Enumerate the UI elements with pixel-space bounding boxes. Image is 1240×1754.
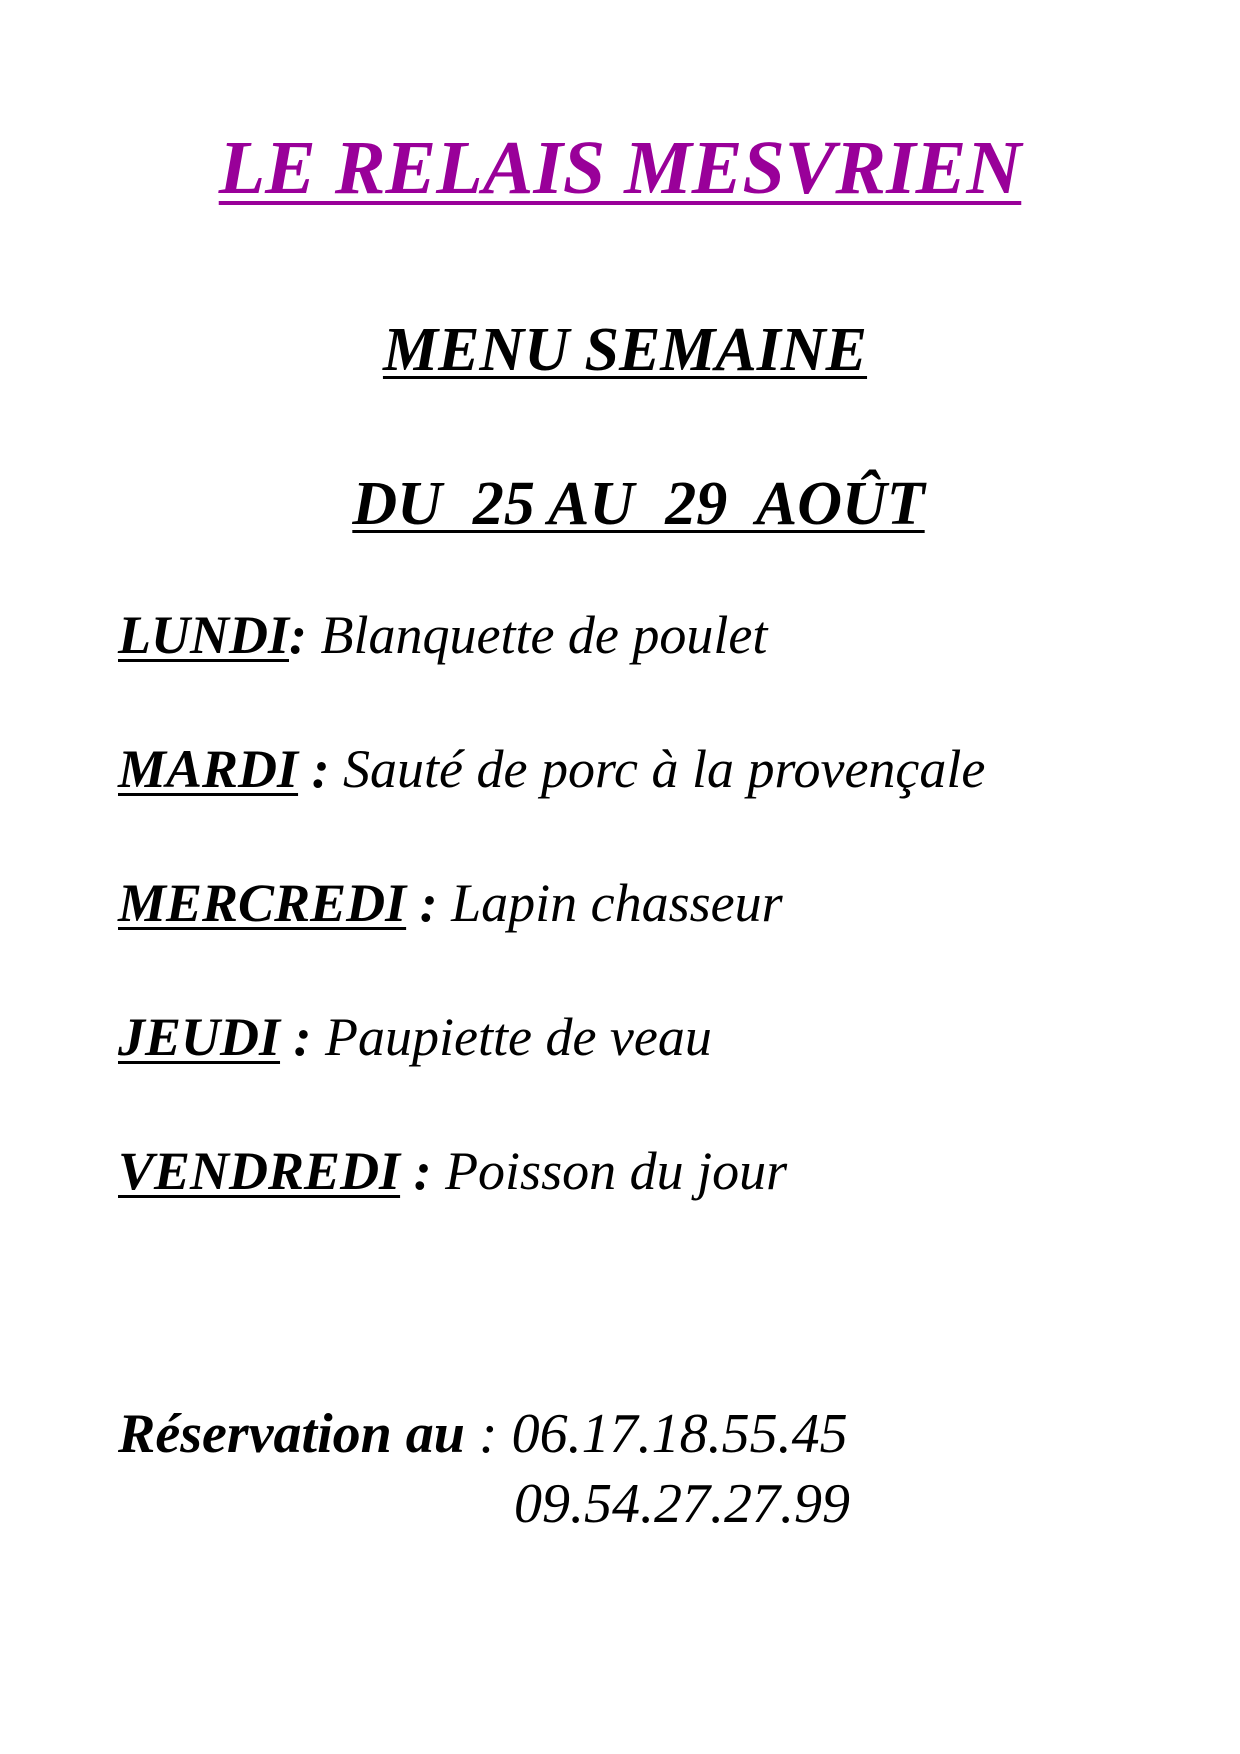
day-separator: : — [400, 1141, 432, 1201]
menu-item-jeudi — [118, 1000, 985, 1134]
dish-name: Blanquette de poulet — [306, 605, 768, 665]
reservation-separator: : — [464, 1403, 512, 1465]
day-label: JEUDI — [118, 1007, 281, 1067]
reservation-line — [118, 1400, 848, 1468]
day-separator: : — [289, 605, 307, 665]
reservation-phone-2: 09.54.27.27.99 — [514, 1473, 850, 1535]
day-separator: : — [298, 739, 330, 799]
dish-name: Sauté de porc à la provençale — [329, 739, 986, 799]
menu-item-vendredi — [118, 1134, 985, 1268]
day-label: LUNDI — [118, 605, 289, 665]
dish-name: Paupiette de veau — [311, 1007, 712, 1067]
menu-list — [118, 598, 985, 1268]
menu-title-text: MENU SEMAINE — [382, 316, 868, 384]
day-label: VENDREDI — [118, 1141, 401, 1201]
dish-name: Poisson du jour — [431, 1141, 788, 1201]
day-separator: : — [406, 873, 438, 933]
reservation-label: Réservation au — [118, 1403, 465, 1465]
dish-name: Lapin chasseur — [437, 873, 783, 933]
menu-item-mercredi — [118, 866, 985, 1000]
menu-title — [0, 312, 1240, 388]
menu-dates — [0, 390, 1240, 618]
day-label: MARDI — [118, 739, 299, 799]
restaurant-name: LE RELAIS MESVRIEN — [218, 126, 1022, 210]
menu-item-mardi — [118, 732, 985, 866]
menu-item-lundi — [118, 598, 985, 732]
day-separator: : — [280, 1007, 312, 1067]
reservation-phone-1: 06.17.18.55.45 — [511, 1403, 848, 1465]
day-label: MERCREDI — [118, 873, 407, 933]
menu-dates-text: DU 25 AU 29 AOÛT — [352, 470, 925, 538]
